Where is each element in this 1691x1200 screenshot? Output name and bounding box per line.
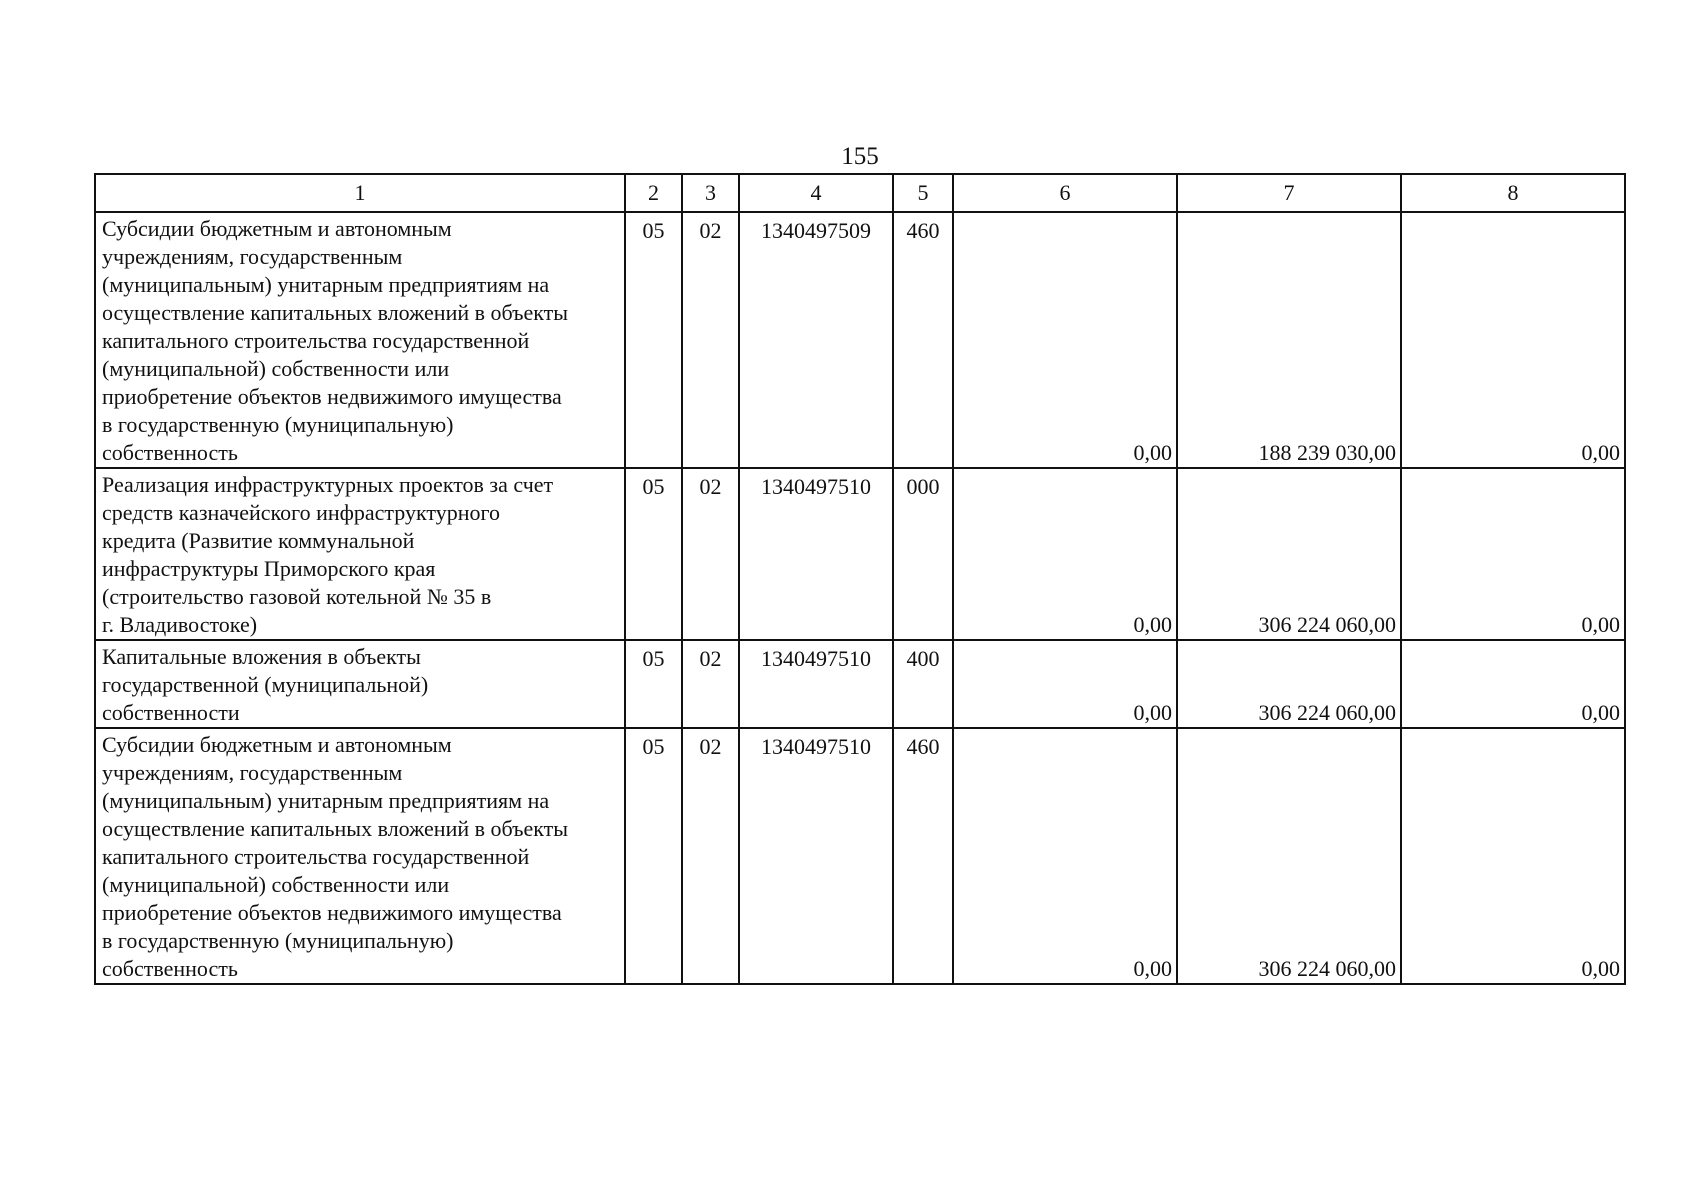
row-description: Субсидии бюджетным и автономным учреждениям, государственным (муниципальным) унитарным предприятиям на осуществление капитальных вложений в объекты капитального строительства государственной (муниципальной) собственности или приобретение объектов недвижимого имущества в государственную (муниципальную) собственность: [95, 728, 625, 984]
column-header: 3: [682, 174, 739, 212]
amount-col7: 306 224 060,00: [1177, 728, 1401, 984]
amount-col8: 0,00: [1401, 468, 1625, 640]
expense-type-code: 460: [893, 212, 953, 468]
row-description: Субсидии бюджетным и автономным учреждениям, государственным (муниципальным) унитарным предприятиям на осуществление капитальных вложений в объекты капитального строительства государственной (муниципальной) собственности или приобретение объектов недвижимого имущества в государственную (муниципальную) собственность: [95, 212, 625, 468]
amount-col7: 306 224 060,00: [1177, 468, 1401, 640]
page-number: 155: [841, 143, 879, 170]
amount-col7: 188 239 030,00: [1177, 212, 1401, 468]
subsection-code: 02: [682, 728, 739, 984]
amount-col6: 0,00: [953, 468, 1177, 640]
expense-type-code: 000: [893, 468, 953, 640]
header-row: [95, 174, 1625, 212]
subsection-code: 02: [682, 468, 739, 640]
row-description: Реализация инфраструктурных проектов за счет средств казначейского инфраструктурного кредита (Развитие коммунальной инфраструктуры Приморского края (строительство газовой котельной № 35 в г. Владивостоке): [95, 468, 625, 640]
section-code: 05: [625, 728, 682, 984]
column-header: 5: [893, 174, 953, 212]
subsection-code: 02: [682, 640, 739, 728]
budget-table: [94, 173, 1626, 985]
target-article-code: 1340497510: [739, 468, 893, 640]
amount-col6: 0,00: [953, 212, 1177, 468]
table-row: [95, 728, 1625, 984]
amount-col8: 0,00: [1401, 212, 1625, 468]
amount-col8: 0,00: [1401, 728, 1625, 984]
table-row: [95, 212, 1625, 468]
column-header: 1: [95, 174, 625, 212]
column-header: 8: [1401, 174, 1625, 212]
subsection-code: 02: [682, 212, 739, 468]
section-code: 05: [625, 212, 682, 468]
table-row: [95, 640, 1625, 728]
table-row: [95, 468, 1625, 640]
target-article-code: 1340497510: [739, 640, 893, 728]
column-header: 7: [1177, 174, 1401, 212]
expense-type-code: 460: [893, 728, 953, 984]
amount-col6: 0,00: [953, 640, 1177, 728]
section-code: 05: [625, 468, 682, 640]
column-header: 6: [953, 174, 1177, 212]
section-code: 05: [625, 640, 682, 728]
column-header: 2: [625, 174, 682, 212]
column-header: 4: [739, 174, 893, 212]
amount-col8: 0,00: [1401, 640, 1625, 728]
target-article-code: 1340497509: [739, 212, 893, 468]
amount-col6: 0,00: [953, 728, 1177, 984]
row-description: Капитальные вложения в объекты государственной (муниципальной) собственности: [95, 640, 625, 728]
expense-type-code: 400: [893, 640, 953, 728]
amount-col7: 306 224 060,00: [1177, 640, 1401, 728]
target-article-code: 1340497510: [739, 728, 893, 984]
